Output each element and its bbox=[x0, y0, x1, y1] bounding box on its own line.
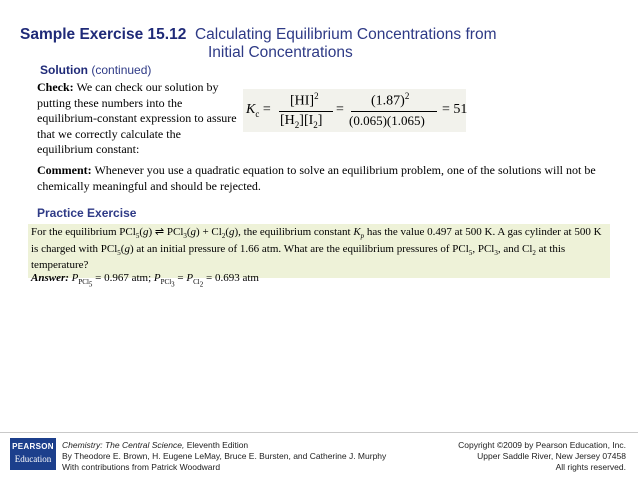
fraction-2-numerator: $(1.87)^2$ bbox=[371, 91, 410, 109]
practice-question: For the equilibrium PCl$_5$(g) ⇌ $PCl_3(g) + Cl_2(g)$, the equilibrium constant $K_p$ has the value 0.497 at 500 K. A gas cylinder at 500 K is charged with PCl$_5$(g) at an initial pressure of 1.66 atm. What are the equilibrium pressures of PCl$_5$, PCl$_3$, and $Cl_2$ at this temperature? bbox=[31, 226, 602, 272]
comment-text: Whenever you use a quadratic equation to solve an equilibrium problem, one of the solutions will not be chemically meaningful and should be rejected. bbox=[37, 163, 596, 193]
equals-sign-1: = bbox=[336, 102, 344, 117]
fraction-1-numerator: [HI]$^2$ bbox=[290, 91, 319, 109]
comment-label: Comment: bbox=[37, 163, 92, 177]
equilibrium-equation bbox=[243, 89, 466, 132]
footer-divider bbox=[0, 432, 638, 433]
practice-exercise-heading: Practice Exercise bbox=[37, 206, 137, 220]
solution-heading: Solution (continued) bbox=[40, 63, 152, 77]
footer-book-info: Chemistry: The Central Science, Eleventh Edition By Theodore E. Brown, H. Eugene LeMay, Bruce E. Bursten, and Catherine J. Murphy With contributions from Patrick Woodward bbox=[62, 440, 387, 472]
equals-sign-2: = 51 bbox=[442, 102, 468, 117]
fraction-1-denominator: $[H_2][I_2]$ bbox=[280, 113, 323, 130]
check-paragraph bbox=[37, 80, 237, 158]
check-text: We can check our solution by putting these numbers into the equilibrium-constant expression to assure that we correctly calculate the equilibrium constant: bbox=[37, 80, 237, 156]
title-line-1: Calculating Equilibrium Concentrations from bbox=[194, 26, 497, 43]
practice-answer: Answer: $P_{PCl_5} = 0.967$ atm; $P_{PCl_3} = P_{Cl_2} = 0.693$ atm bbox=[31, 271, 259, 289]
comment-paragraph bbox=[37, 163, 607, 194]
check-label: Check: bbox=[37, 80, 74, 94]
fraction-2-denominator: (0.065)(1.065) bbox=[349, 113, 425, 128]
practice-exercise-box bbox=[28, 224, 610, 289]
title-line-2: Initial Concentrations bbox=[208, 44, 353, 61]
exercise-number: Sample Exercise 15.12 bbox=[20, 26, 187, 43]
slide-title bbox=[20, 26, 620, 61]
fraction-2-bar bbox=[351, 111, 437, 112]
footer-copyright: Copyright ©2009 by Pearson Education, Inc. Upper Saddle River, New Jersey 07458 All rights reserved. bbox=[458, 440, 626, 472]
pearson-logo: PEARSON Education bbox=[10, 438, 56, 470]
kc-symbol: $K_c$ = bbox=[246, 102, 271, 119]
fraction-1-bar bbox=[279, 111, 333, 112]
